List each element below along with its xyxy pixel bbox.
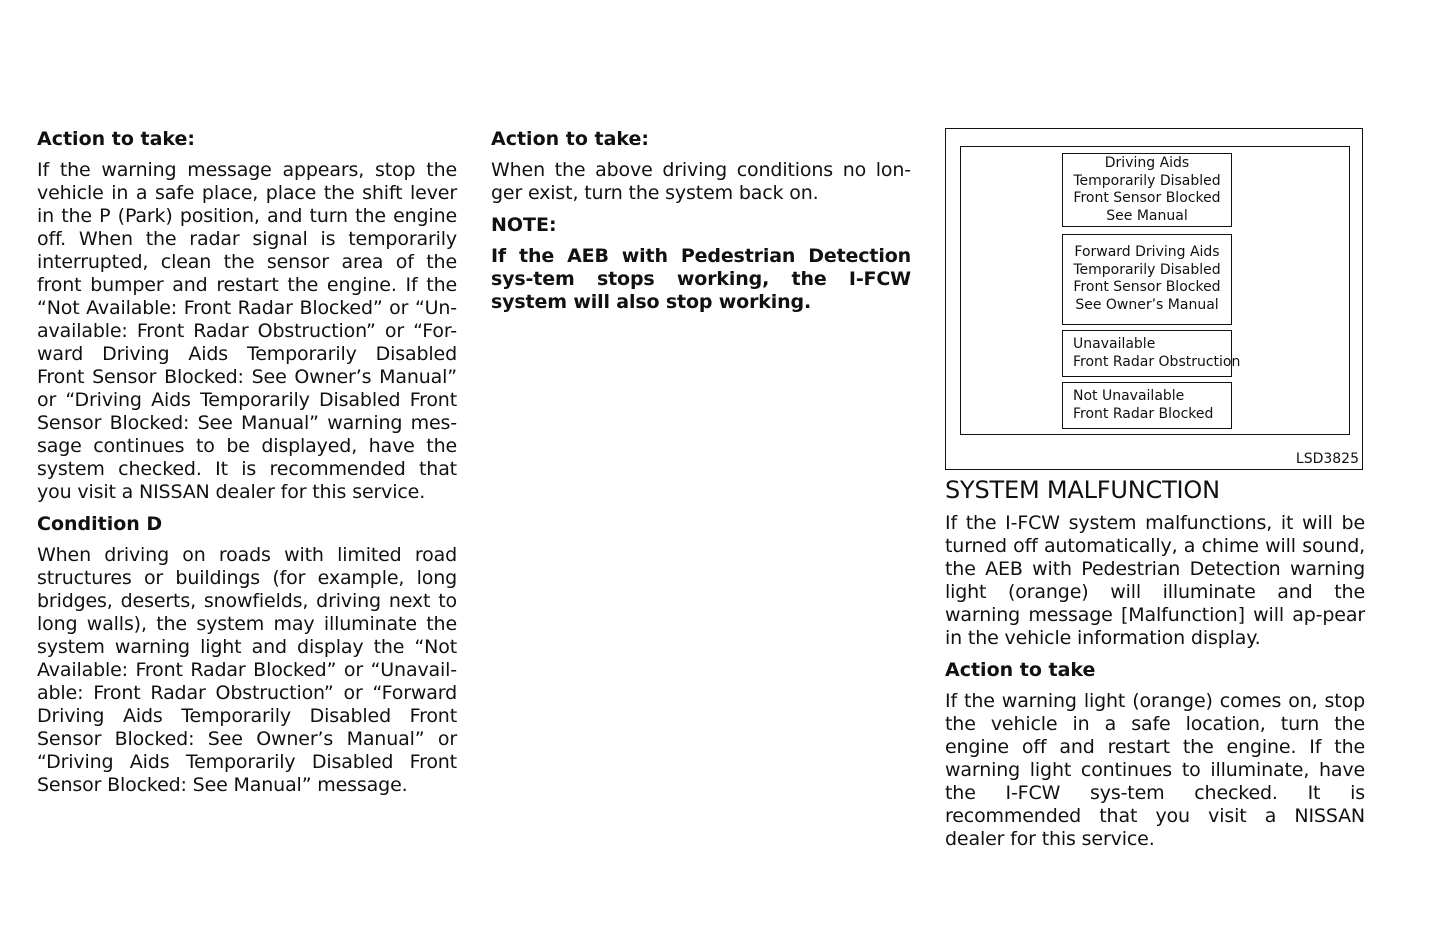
left-column <box>37 128 457 806</box>
action-paragraph-3: If the warning light (orange) comes on, stop the vehicle in a safe location, turn the engine off and restart the engine. If the warning light continues to illuminate, have the I-FCW sys-tem checked. It is recommended that you visit a NISSAN dealer for this service. <box>945 690 1365 850</box>
note-heading: NOTE: <box>491 214 557 236</box>
message-unavailable-radar-obstruction: Unavailable Front Radar Obstruction <box>1062 330 1232 377</box>
message-forward-driving-aids-disabled: Forward Driving Aids Temporarily Disabled Front Sensor Blocked See Owner’s Manual <box>1062 234 1232 325</box>
action-paragraph: If the warning message appears, stop the vehicle in a safe place, place the shift lever in the P (Park) position, and turn the engine off. When the radar signal is temporarily interrupted, clean the sensor area of the front bumper and restart the engine. If the “Not Available: Front Radar Blocked” or “Un-available: Front Radar Obstruction” or “For-ward Driving Aids Temporarily Disabled Front Sensor Blocked: See Owner’s Manual” or “Driving Aids Temporarily Disabled Front Sensor Blocked: See Manual” warning mes-sage continues to be displayed, have the system checked. It is recommended that you visit a NISSAN dealer for this service. <box>37 159 457 503</box>
malfunction-paragraph: If the I-FCW system malfunctions, it will be turned off automatically, a chime will sound, the AEB with Pedestrian Detection warning light (orange) will illuminate and the warning message [Malfunction] will ap-pear in the vehicle information display. <box>945 512 1365 649</box>
message-driving-aids-disabled: Driving Aids Temporarily Disabled Front Sensor Blocked See Manual <box>1062 153 1232 227</box>
section-title: SYSTEM MALFUNCTION <box>945 476 1220 504</box>
figure-code: LSD3825 <box>1295 451 1359 467</box>
action-heading-2: Action to take: <box>491 128 650 150</box>
warning-messages-illustration <box>945 128 1363 470</box>
display-screen <box>960 146 1350 435</box>
action-paragraph-2: When the above driving conditions no lon-ger exist, turn the system back on. <box>491 159 911 204</box>
condition-d-paragraph: When driving on roads with limited road structures or buildings (for example, long bridges, deserts, snowfields, driving next to long walls), the system may illuminate the system warning light and display the “Not Available: Front Radar Blocked” or “Unavail-able: Front Radar Obstruction” or “Forward Driving Aids Temporarily Disabled Front Sensor Blocked: See Owner’s Manual” or “Driving Aids Temporarily Disabled Front Sensor Blocked: See Manual” message. <box>37 544 457 796</box>
action-heading: Action to take: <box>37 128 196 150</box>
condition-d-heading: Condition D <box>37 513 163 535</box>
right-column <box>945 128 1365 860</box>
action-heading-3: Action to take <box>945 659 1096 681</box>
note-text: If the AEB with Pedestrian Detection sys-tem stops working, the I-FCW system will also stop working. <box>491 245 911 313</box>
message-not-available-radar-blocked: Not Unavailable Front Radar Blocked <box>1062 382 1232 429</box>
middle-column <box>491 128 911 323</box>
